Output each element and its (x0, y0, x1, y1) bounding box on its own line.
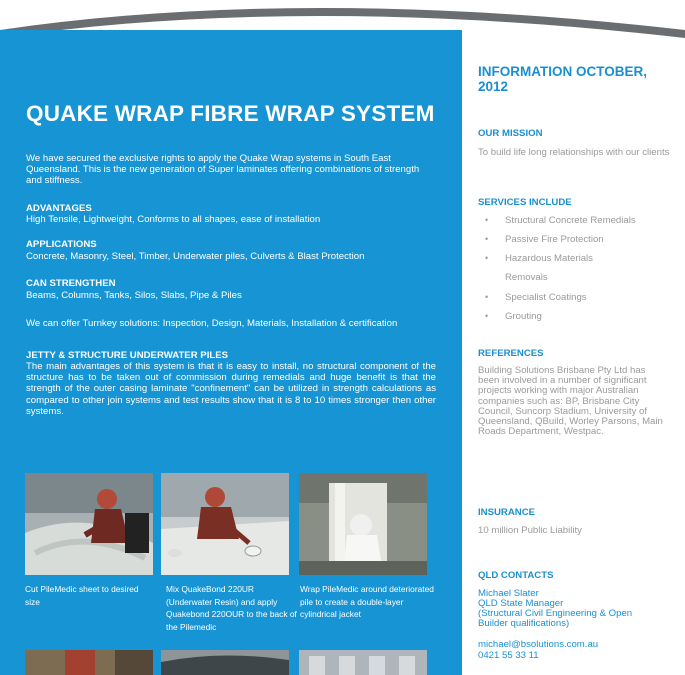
advantages-text: High Tensile, Lightweight, Conforms to all shapes, ease of installation (26, 214, 321, 225)
photo-bottom-3 (299, 650, 427, 675)
list-item: • Passive Fire Protection (478, 230, 678, 249)
mission-text: To build life long relationships with our clients (478, 147, 670, 158)
list-item: • Structural Concrete Remedials (478, 211, 678, 230)
services-heading: SERVICES INCLUDE (478, 197, 572, 208)
bullet-icon: • (485, 253, 489, 264)
bullet-icon: • (485, 215, 489, 225)
mission-heading: OUR MISSION (478, 128, 543, 139)
bullet-icon: • (485, 310, 489, 321)
turnkey-paragraph: We can offer Turnkey solutions: Inspection, Design, Materials, Installation & certification (26, 318, 398, 329)
information-heading: INFORMATION OCTOBER, 2012 (478, 64, 647, 94)
jetty-heading: JETTY & STRUCTURE UNDERWATER PILES (26, 350, 229, 361)
bullet-icon: • (485, 291, 489, 302)
list-item: • Grouting (478, 307, 678, 326)
list-item: • Hazardous Materials Removals (478, 249, 665, 287)
contact-name: Michael Slater (478, 588, 539, 599)
photo-cut-pilemedic (25, 473, 153, 575)
page-title: QUAKE WRAP FIBRE WRAP SYSTEM (26, 101, 435, 126)
services-list (478, 211, 678, 326)
references-heading: REFERENCES (478, 348, 544, 359)
photo-mix-quakebond (161, 473, 289, 575)
contact-email-link[interactable]: michael@bsolutions.com.au (478, 639, 599, 650)
intro-paragraph: We have secured the exclusive rights to apply the Quake Wrap systems in South East Queensland. This is the new generation of Super laminates offering combinations of strength and stiffness. (26, 153, 420, 187)
qld-contacts-heading: QLD CONTACTS (478, 570, 554, 581)
advantages-heading: ADVANTAGES (26, 203, 92, 214)
applications-text: Concrete, Masonry, Steel, Timber, Underwater piles, Culverts & Blast Protection (26, 251, 365, 262)
can-strengthen-text: Beams, Columns, Tanks, Silos, Slabs, Pipe & Piles (26, 290, 242, 301)
contact-qualifications: (Structural Civil Engineering & Open Builder qualifications) (478, 608, 633, 630)
bullet-icon: • (485, 234, 489, 245)
contact-phone: 0421 55 33 11 (478, 650, 539, 661)
contact-role: QLD State Manager (478, 598, 564, 609)
photo-wrap-pile (299, 473, 427, 575)
photo-bottom-2 (161, 650, 289, 675)
list-item: • Specialist Coatings (478, 288, 678, 307)
photo-caption-1: Cut PileMedic sheet to desired size (25, 584, 139, 607)
can-strengthen-heading: CAN STRENGTHEN (26, 278, 116, 289)
references-text: Building Solutions Brisbane Pty Ltd has been involved in a number of significant projects working with major Australian companies such as: BP, Brisbane City Council, Suncorp Stadium, University of Queensland, QBuild, Worley Parsons, Main Roads Department, Westpac. (478, 365, 663, 438)
photo-bottom-1 (25, 650, 153, 675)
jetty-paragraph: The main advantages of this system is that it is easy to install, no structural component of the structure has to be taken out of commission during remedials and huge benefit is that the strength of the outer casing laminate "confinement" can be utilized in strength calculations as compared to other join systems and test results show that it is 8 to 10 times stronger then other systems. (26, 361, 436, 417)
photo-caption-2: Mix QuakeBond 220UR (Underwater Resin) and apply Quakebond 220OUR to the back of the Pilemedic (166, 584, 297, 632)
applications-heading: APPLICATIONS (26, 239, 97, 250)
photo-caption-3: Wrap PileMedic around deteriorated pile to create a double-layer cylindrical jacket (300, 584, 434, 620)
insurance-text: 10 million Public Liability (478, 525, 582, 536)
insurance-heading: INSURANCE (478, 507, 536, 518)
